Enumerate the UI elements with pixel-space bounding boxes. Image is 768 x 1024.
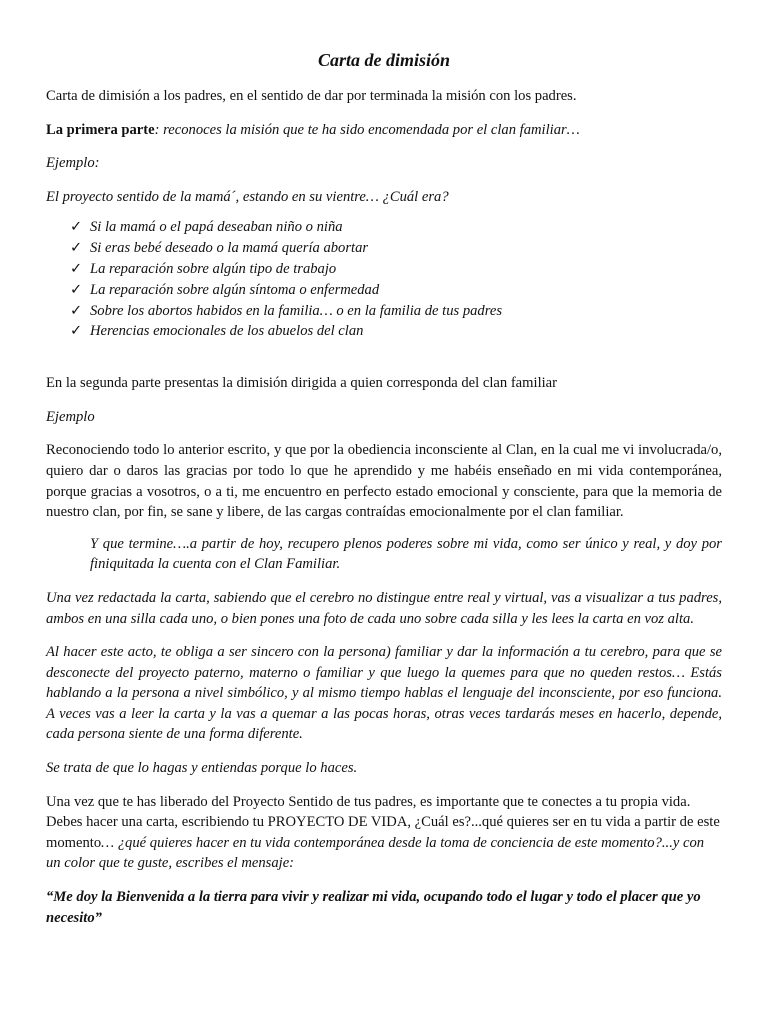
first-part-text: : reconoces la misión que te ha sido encomendada por el clan familiar…	[154, 121, 580, 138]
list-item-text: Sobre los abortos habidos en la familia… o en la familia de tus padres	[90, 302, 503, 319]
list-item	[70, 321, 722, 342]
example-label-2: Ejemplo	[46, 408, 95, 425]
list-item	[70, 280, 722, 301]
document-title: Carta de dimisión	[317, 50, 451, 70]
check-icon: ✓	[70, 302, 83, 319]
check-icon: ✓	[70, 281, 83, 298]
list-item	[70, 238, 722, 259]
welcome-quote: “Me doy la Bienvenida a la tierra para vivir y realizar mi vida, ocupando todo el lugar y todo el placer que yo necesito”	[46, 889, 701, 926]
life-project-text-continued: … ¿qué quieres hacer en tu vida contemporánea desde la toma de conciencia de este momento?...y con un color que te guste, escribes el mensaje:	[46, 834, 705, 872]
list-item-text: Si eras bebé deseado o la mamá quería abortar	[90, 240, 369, 257]
checklist	[46, 217, 722, 342]
list-item	[70, 217, 722, 238]
purpose-paragraph: Se trata de que lo hagas y entiendas porque lo haces.	[46, 760, 358, 777]
example-label-1: Ejemplo:	[46, 155, 100, 172]
check-icon: ✓	[70, 219, 83, 236]
intro-paragraph: Carta de dimisión a los padres, en el sentido de dar por terminada la misión con los padres.	[46, 88, 577, 104]
check-icon: ✓	[70, 240, 83, 257]
list-item-text: Si la mamá o el papá deseaban niño o niña	[90, 219, 343, 236]
check-icon: ✓	[70, 323, 83, 340]
indented-quote: Y que termine….a partir de hoy, recupero plenos poderes sobre mi vida, como ser único y real, y doy por finiquitada la cuenta con el Clan Familiar.	[90, 535, 722, 573]
first-part-lead: La primera parte	[46, 121, 155, 138]
visualization-paragraph: Una vez redactada la carta, sabiendo que el cerebro no distingue entre real y virtual, vas a visualizar a tus padres, ambos en una silla cada uno, o bien pones una foto de cada uno sobre cada silla y les lees la carta en voz alta.	[46, 589, 722, 627]
life-project-text: Una vez que te has liberado del Proyecto Sentido de tus padres, es importante que te conectes a tu propia vida. Debes hacer una carta, escribiendo tu PROYECTO DE VIDA, ¿Cuál es?...qué quieres ser en tu vida a partir de este momento	[46, 793, 720, 851]
list-item	[70, 259, 722, 280]
first-part-paragraph	[46, 120, 722, 141]
project-question: El proyecto sentido de la mamá´, estando en su vientre… ¿Cuál era?	[46, 188, 449, 205]
list-item-text: La reparación sobre algún tipo de trabajo	[90, 260, 337, 277]
list-item-text: La reparación sobre algún síntoma o enfermedad	[90, 281, 380, 298]
life-project-paragraph	[46, 792, 722, 874]
list-item	[70, 301, 722, 322]
list-item-text: Herencias emocionales de los abuelos del clan	[90, 323, 364, 340]
second-part-paragraph: En la segunda parte presentas la dimisión dirigida a quien corresponda del clan familiar	[46, 375, 558, 392]
recognition-paragraph: Reconociendo todo lo anterior escrito, y que por la obediencia inconsciente al Clan, en la cual me vi involucrada/o, quiero dar o daros las gracias por todo lo que he aprendido y me habéis enseñado en mi vida contemporánea, porque gracias a vosotros, o a ti, me encuentro en perfecto estado emocional y consciente, para que la memoria de nuestro clan, por fin, se sane y libere, de las cargas contraídas emocionalmente por el clan familiar.	[46, 442, 722, 521]
act-paragraph: Al hacer este acto, te obliga a ser sincero con la persona) familiar y dar la información a tu cerebro, para que se desconecte del proyecto paterno, materno o familiar y que luego la quemes para que no queden restos… Estás hablando a la persona a nivel simbólico, y al mismo tiempo hablas el lenguaje del inconsciente, por eso funciona. A veces vas a leer la carta y la vas a quemar a las pocas horas, otras veces tardarás meses en hacerlo, depende, cada persona siente de una forma diferente.	[46, 644, 722, 743]
check-icon: ✓	[70, 260, 83, 277]
